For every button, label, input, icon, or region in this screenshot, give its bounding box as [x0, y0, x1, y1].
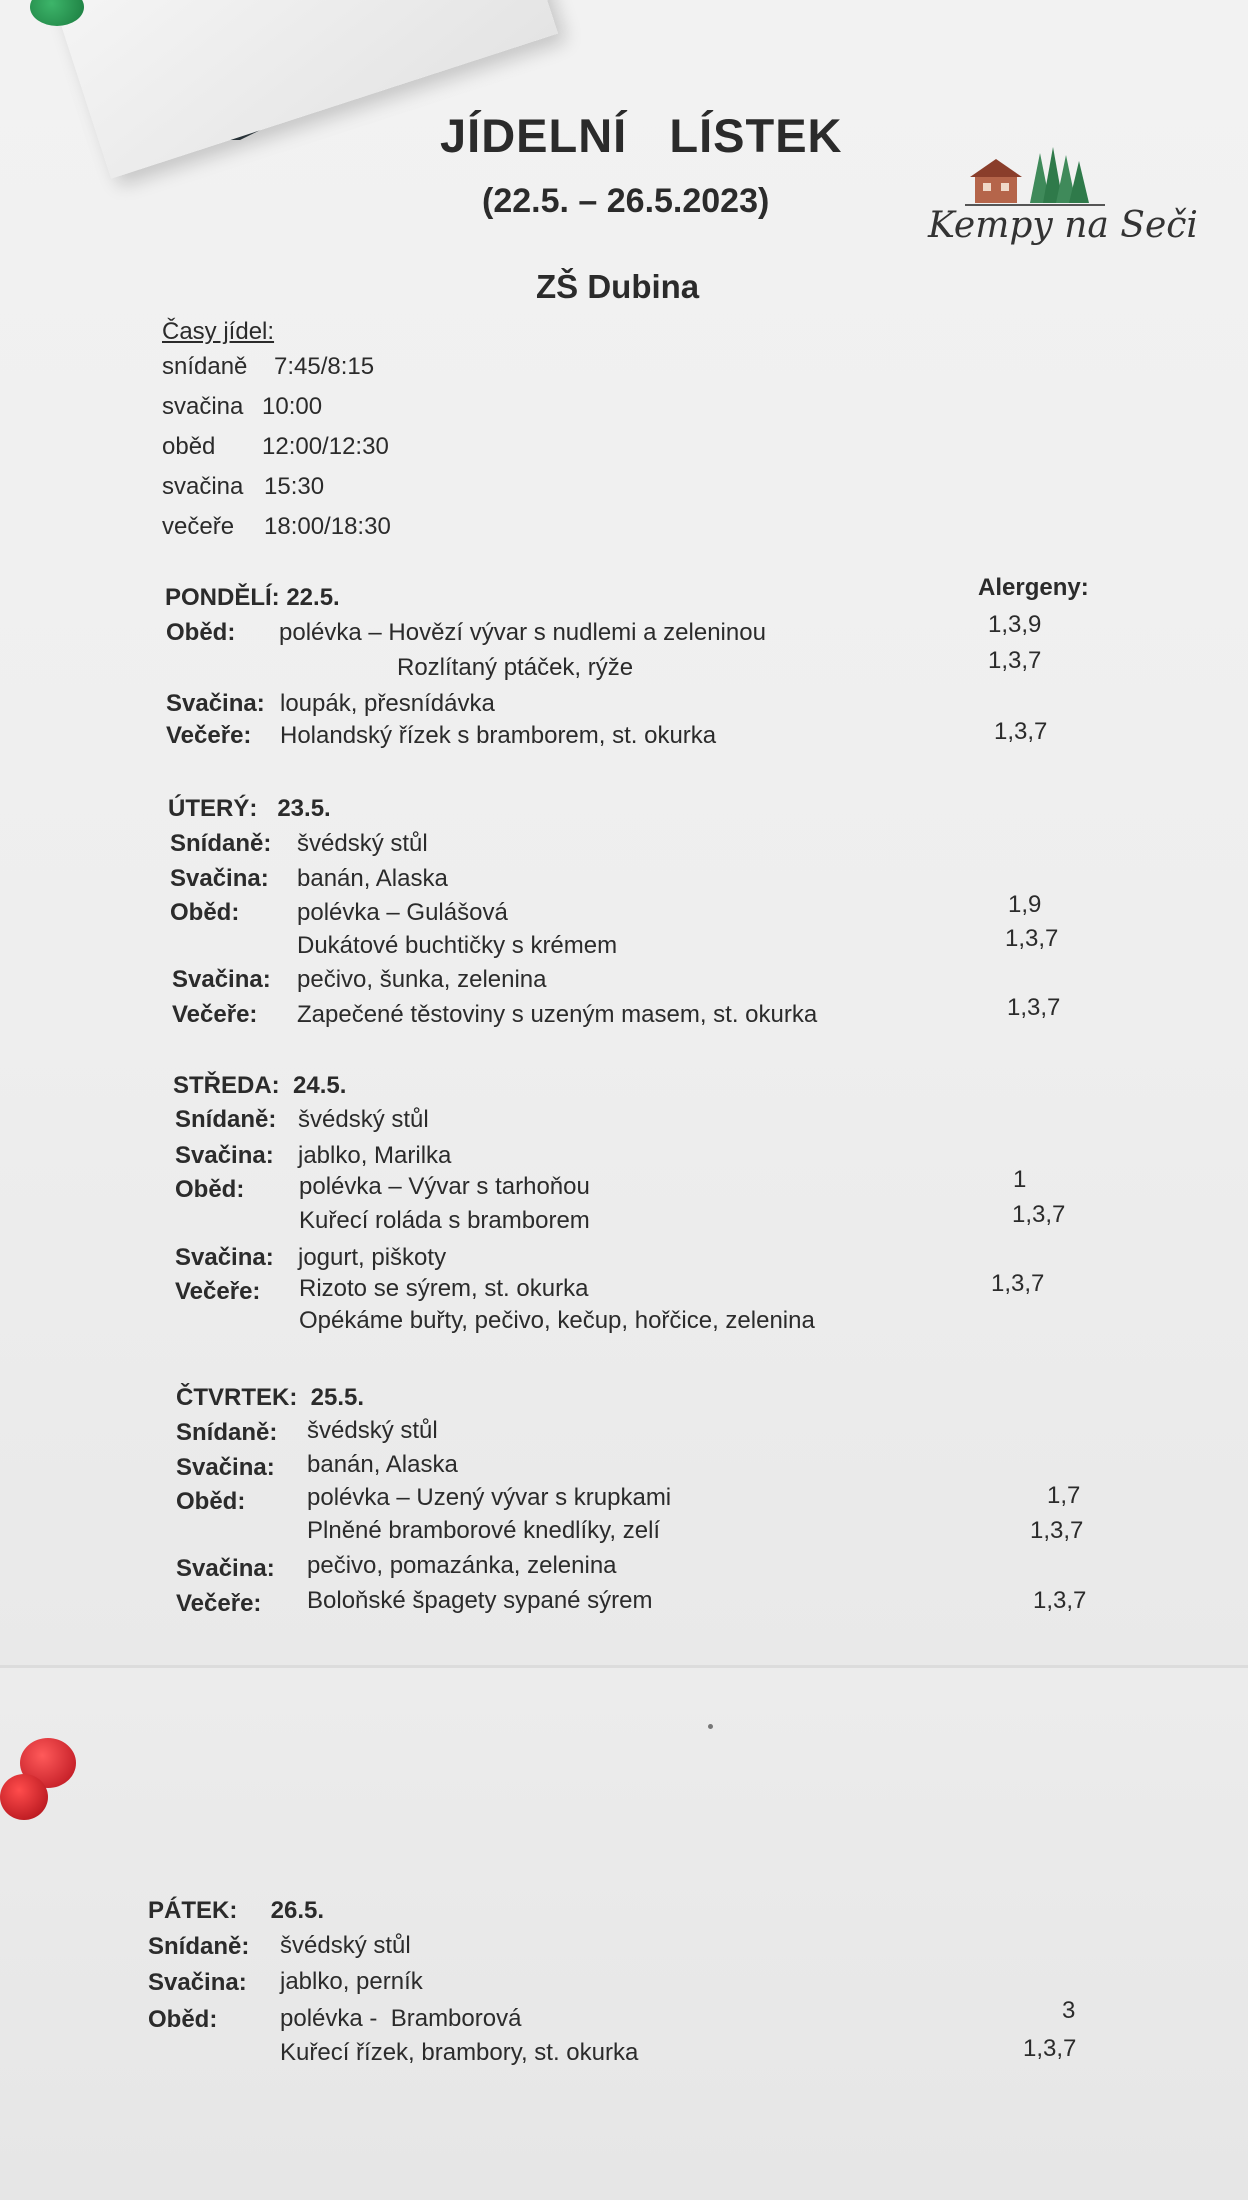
pin-hole — [708, 1724, 713, 1729]
allergen-codes: 1,3,7 — [1005, 925, 1059, 952]
meal-text: Plněné bramborové knedlíky, zelí — [307, 1517, 661, 1544]
allergen-codes: 1,3,7 — [994, 718, 1048, 745]
meal-text: švédský stůl — [297, 830, 428, 857]
allergen-codes: 1,3,7 — [1007, 994, 1061, 1021]
meal-text: Boloňské špagety sypané sýrem — [307, 1587, 653, 1614]
meal-time-value: 12:00/12:30 — [262, 433, 389, 460]
meal-time-name: svačina — [162, 473, 244, 500]
meal-text: jablko, perník — [280, 1968, 423, 1995]
meal-text: Dukátové buchtičky s krémem — [297, 932, 618, 959]
meal-label: Snídaně: — [176, 1419, 278, 1446]
meal-text: polévka – Hovězí vývar s nudlemi a zeleninou — [279, 619, 766, 646]
allergen-codes: 1,3,7 — [1033, 1587, 1087, 1614]
logo-text: Kempy na Seči — [928, 205, 1198, 246]
allergen-codes: 1,3,7 — [991, 1270, 1045, 1297]
meal-label: Večeře: — [176, 1590, 262, 1617]
meal-text: pečivo, šunka, zelenina — [297, 966, 547, 993]
meal-label: Svačina: — [175, 1244, 274, 1271]
meal-text: Holandský řízek s bramborem, st. okurka — [280, 722, 717, 749]
meal-time-value: 10:00 — [262, 393, 323, 420]
meal-text: polévka – Gulášová — [297, 899, 508, 926]
meal-label: Snídaně: — [170, 830, 272, 857]
meal-text: banán, Alaska — [297, 865, 448, 892]
meal-text: Kuřecí roláda s bramborem — [299, 1207, 590, 1234]
allergen-codes: 1,3,7 — [1012, 1201, 1066, 1228]
allergen-codes: 1,7 — [1047, 1482, 1081, 1509]
meal-label: Snídaně: — [175, 1106, 277, 1133]
allergen-codes: 1,3,9 — [988, 611, 1042, 638]
meal-label: Svačina: — [175, 1142, 274, 1169]
meal-text: švédský stůl — [280, 1932, 411, 1959]
meal-label: Oběd: — [148, 2006, 218, 2033]
meal-label: Snídaně: — [148, 1933, 250, 1960]
meal-text: Rozlítaný ptáček, rýže — [397, 654, 634, 681]
day-heading-thursday: ČTVRTEK: 25.5. — [176, 1384, 365, 1411]
meal-text: pečivo, pomazánka, zelenina — [307, 1552, 617, 1579]
day-heading-friday: PÁTEK: 26.5. — [148, 1897, 325, 1924]
meal-label: Večeře: — [175, 1278, 261, 1305]
meal-text: jablko, Marilka — [298, 1142, 452, 1169]
meal-label: Oběd: — [176, 1488, 246, 1515]
meal-text: jogurt, piškoty — [298, 1244, 447, 1271]
red-pushpin-base-icon — [0, 1774, 48, 1820]
allergen-codes: 1,9 — [1008, 891, 1042, 918]
day-heading-wednesday: STŘEDA: 24.5. — [173, 1072, 347, 1099]
meal-time-name: oběd — [162, 433, 216, 460]
meal-time-name: večeře — [162, 513, 235, 540]
meal-label: Oběd: — [175, 1176, 245, 1203]
allergen-codes: 1,3,7 — [988, 647, 1042, 674]
meal-label: Oběd: — [170, 899, 240, 926]
meal-label: Svačina: — [172, 966, 271, 993]
meal-time-value: 15:30 — [264, 473, 325, 500]
allergen-codes: 1,3,7 — [1023, 2035, 1077, 2062]
meal-text: švédský stůl — [298, 1106, 429, 1133]
allergen-codes: 1,3,7 — [1030, 1517, 1084, 1544]
meal-label: Oběd: — [166, 619, 236, 646]
meal-text: Kuřecí řízek, brambory, st. okurka — [280, 2039, 639, 2066]
meal-time-name: svačina — [162, 393, 244, 420]
meal-label: Svačina: — [176, 1454, 275, 1481]
meal-text: Zapečené těstoviny s uzeným masem, st. okurka — [297, 1001, 818, 1028]
meal-time-value: 7:45/8:15 — [274, 353, 375, 380]
meal-text: polévka – Vývar s tarhoňou — [299, 1173, 590, 1200]
meal-text: polévka – Uzený vývar s krupkami — [307, 1484, 672, 1511]
meal-label: Večeře: — [172, 1001, 258, 1028]
meal-times-heading: Časy jídel: — [162, 318, 275, 345]
meal-label: Svačina: — [148, 1969, 247, 1996]
meal-text: polévka - Bramborová — [280, 2005, 522, 2032]
meal-time-name: snídaně — [162, 353, 248, 380]
page-title: JÍDELNÍ LÍSTEK — [440, 109, 843, 162]
allergens-heading: Alergeny: — [978, 574, 1089, 601]
meal-text: švédský stůl — [307, 1417, 438, 1444]
meal-text: loupák, přesnídávka — [280, 690, 495, 717]
day-heading-tuesday: ÚTERÝ: 23.5. — [168, 795, 331, 822]
meal-text: Rizoto se sýrem, st. okurka — [299, 1275, 589, 1302]
meal-text: Opékáme buřty, pečivo, kečup, hořčice, zelenina — [299, 1307, 815, 1334]
meal-text: banán, Alaska — [307, 1451, 458, 1478]
allergen-codes: 1 — [1013, 1166, 1027, 1193]
school-name: ZŠ Dubina — [536, 268, 700, 305]
day-heading-monday: PONDĚLÍ: 22.5. — [165, 584, 340, 611]
meal-time-value: 18:00/18:30 — [264, 513, 391, 540]
meal-label: Svačina: — [176, 1555, 275, 1582]
meal-label: Svačina: — [166, 690, 265, 717]
meal-label: Svačina: — [170, 865, 269, 892]
allergen-codes: 3 — [1062, 1997, 1076, 2024]
meal-label: Večeře: — [166, 722, 252, 749]
date-range: (22.5. – 26.5.2023) — [482, 182, 770, 220]
